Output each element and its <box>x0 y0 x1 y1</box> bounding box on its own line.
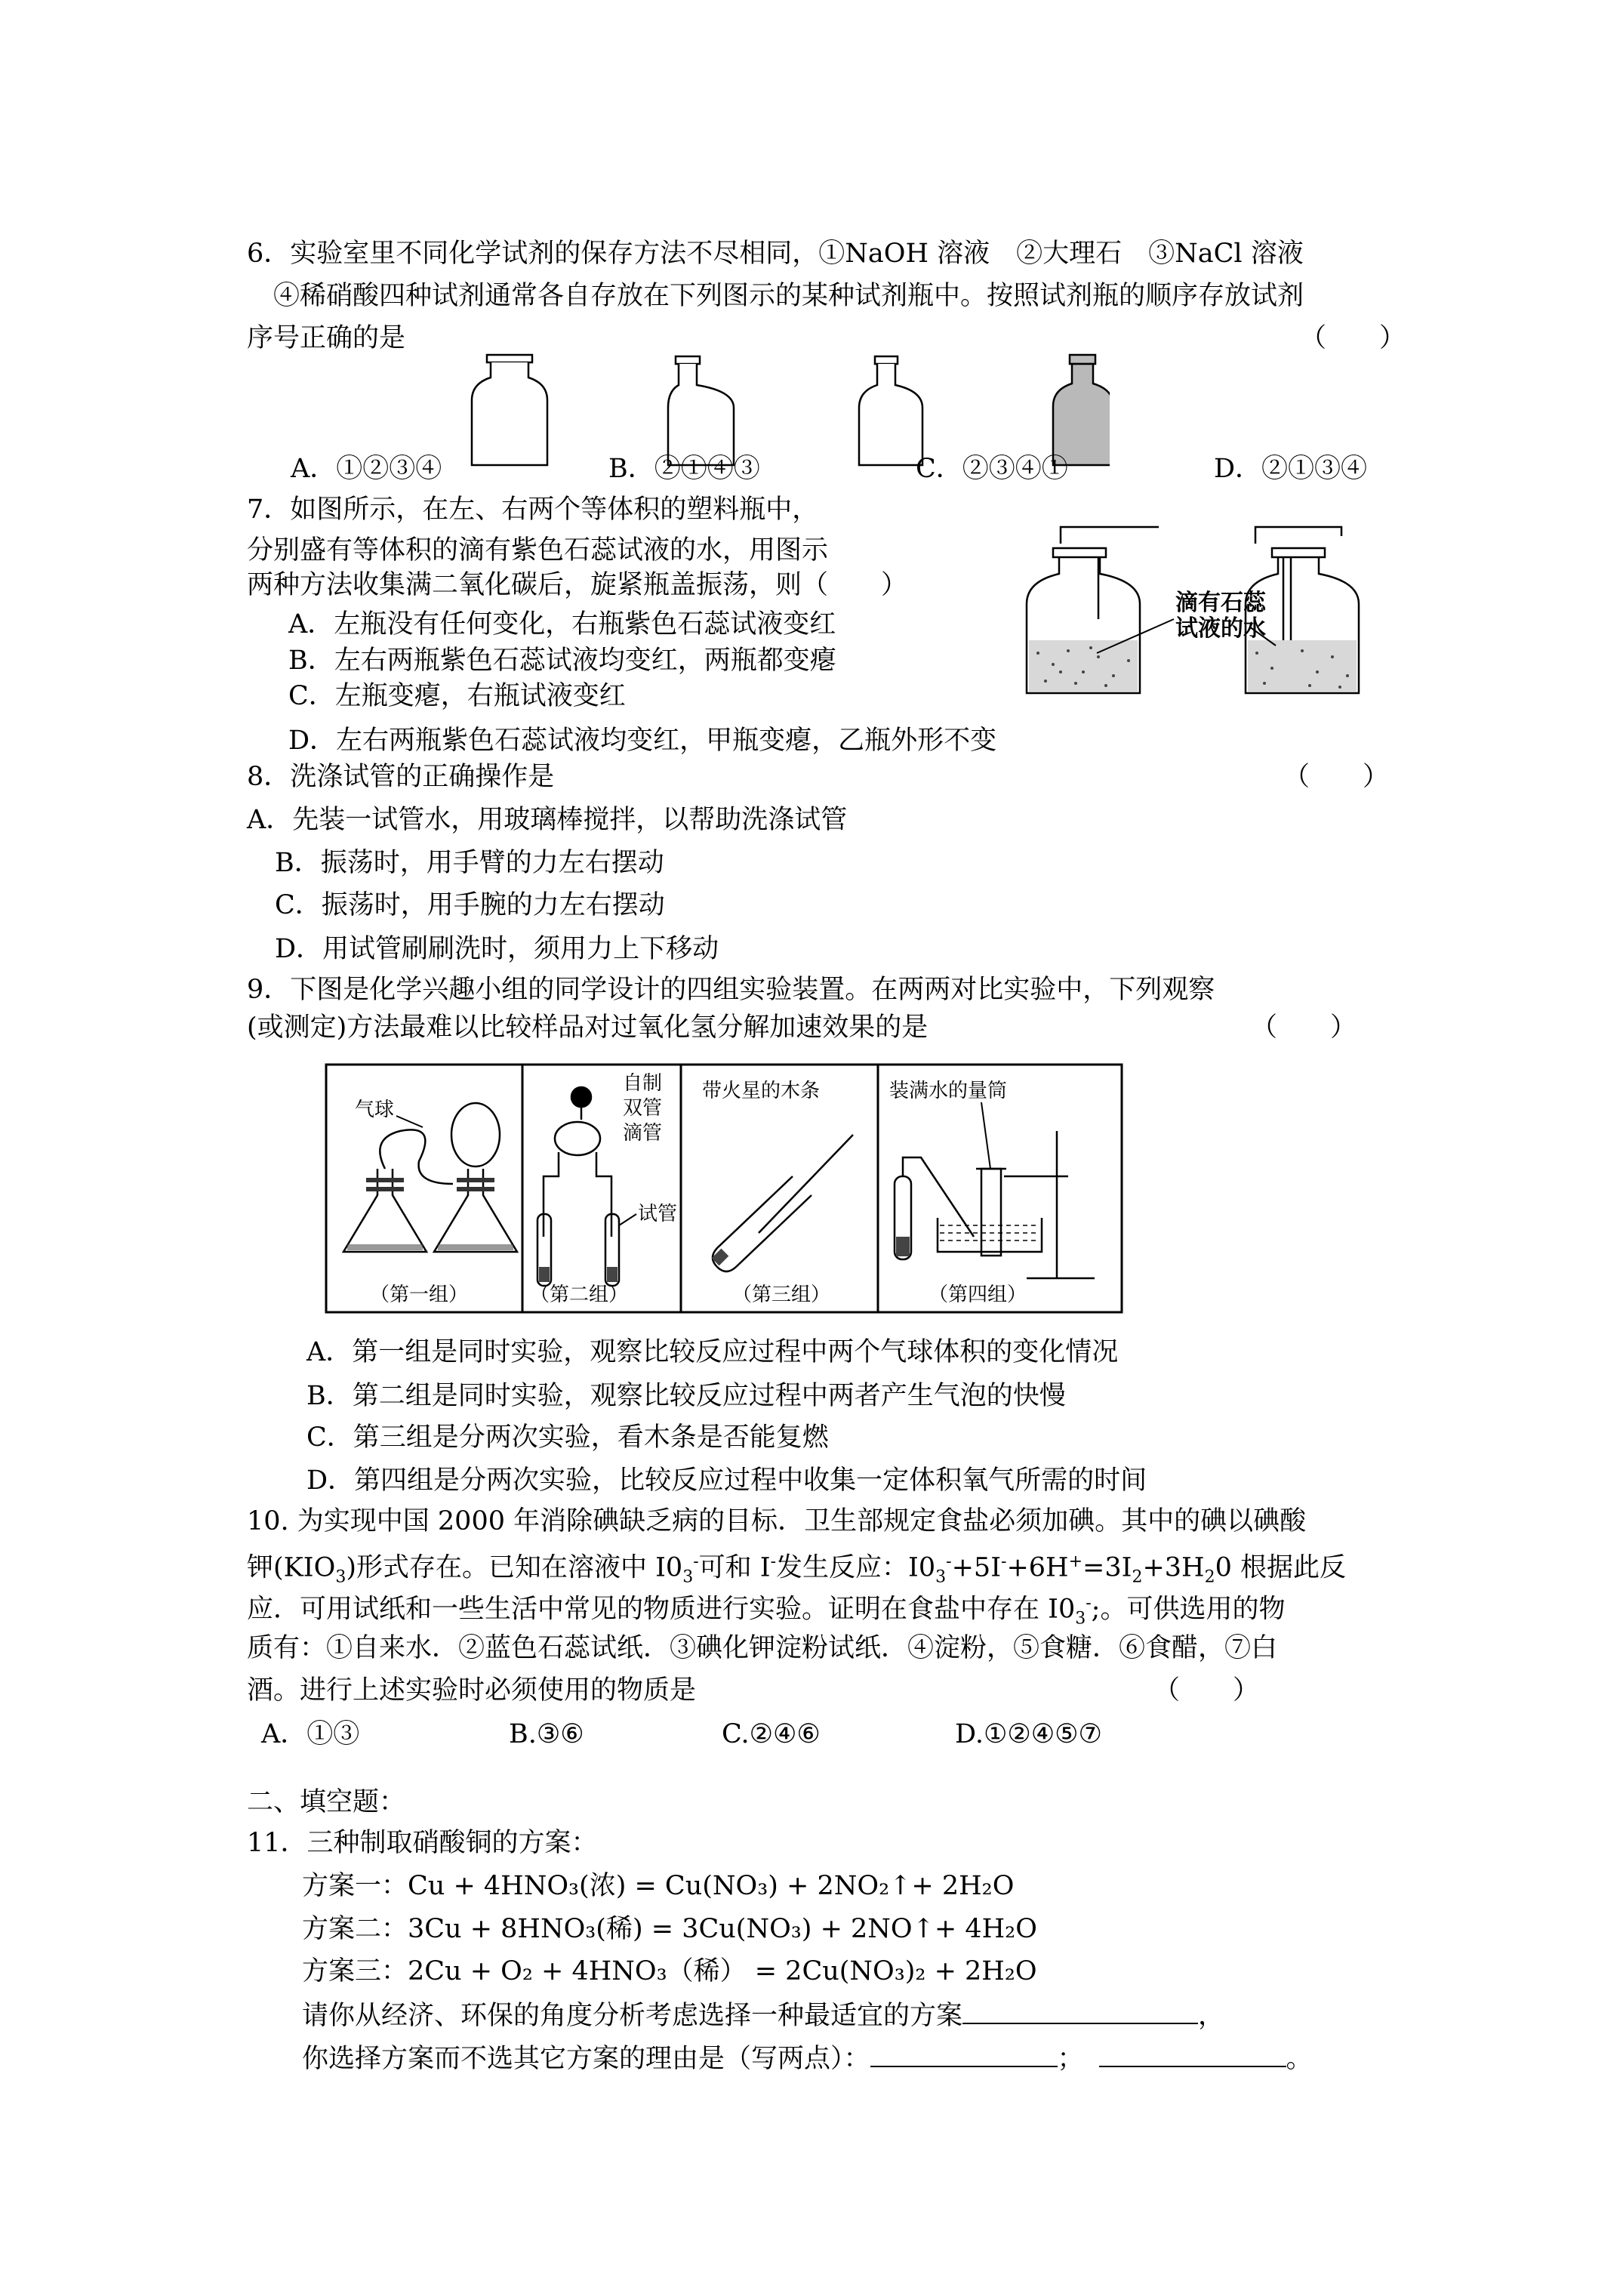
q6-line-2: ④稀硝酸四种试剂通常各自存放在下列图示的某种试剂瓶中。按照试剂瓶的顺序存放试剂 <box>247 281 1304 311</box>
q10-option-c: C.②④⑥ <box>722 1719 821 1749</box>
q11-ask-2-end: 。 <box>1286 2044 1313 2074</box>
q10-line-5: 酒。进行上述实验时必须使用的物质是 <box>247 1675 697 1706</box>
label-balloon: 气球 <box>355 1099 395 1121</box>
answer-blank-1[interactable] <box>962 1997 1198 2024</box>
figure-label-line-1: 滴有石蕊 <box>1175 590 1266 616</box>
q10-l3-b: ;。可供选用的物 <box>1091 1594 1286 1625</box>
group-1-label: （第一组） <box>370 1284 469 1306</box>
q10-l3-sub: 3 <box>1075 1609 1086 1629</box>
q7-line-3: 两种方法收集满二氧化碳后，旋紧瓶盖振荡，则（ ） <box>247 570 908 600</box>
wide-mouth-bottle-icon <box>472 355 547 465</box>
q10-l2-sup3: - <box>770 1552 777 1571</box>
q10-l3-sup: - <box>1086 1594 1092 1613</box>
q7-option-a: A．左瓶没有任何变化，右瓶紫色石蕊试液变红 <box>288 609 836 639</box>
q10-l2-sub2: 3 <box>682 1567 694 1587</box>
group-4-label: （第四组） <box>929 1284 1027 1306</box>
q10-l2-sub4: 3 <box>935 1567 947 1587</box>
four-group-apparatus-figure <box>325 1063 1125 1315</box>
q10-l2-sup2: - <box>693 1552 699 1571</box>
q10-answer-paren: （ ） <box>1153 1675 1260 1706</box>
narrow-mouth-bottle-icon-2 <box>859 356 922 465</box>
q10-l2-i: 0 根据此反 <box>1215 1552 1346 1583</box>
brown-bottle-icon <box>1053 355 1110 465</box>
q10-l2-sub8: 2 <box>1204 1567 1215 1587</box>
q10-option-a: A．①③ <box>261 1719 360 1749</box>
q10-l2-e: +5I <box>951 1552 1002 1583</box>
q6-option-d: D．②①③④ <box>1214 454 1368 484</box>
left-liquid <box>1029 640 1138 692</box>
q10-l3-a: 应．可用试纸和一些生活中常见的物质进行实验。证明在食盐中存在 I0 <box>247 1594 1076 1625</box>
q6-option-a: A．①②③④ <box>291 454 442 484</box>
narrow-mouth-bottle-icon <box>668 356 734 465</box>
section-heading: 二、填空题： <box>247 1787 406 1817</box>
q9-answer-paren: （ ） <box>1251 1012 1357 1043</box>
q7-line-1: 7．如图所示，在左、右两个等体积的塑料瓶中， <box>247 495 819 525</box>
answer-blank-3[interactable] <box>1099 2040 1286 2067</box>
figure-label-line-2: 试液的水 <box>1175 615 1266 642</box>
q10-l2-d: 发生反应：I0 <box>776 1552 936 1583</box>
q10-l2-h: +3H <box>1142 1552 1205 1583</box>
q10-option-b: B.③⑥ <box>509 1719 584 1749</box>
label-dropper: 滴管 <box>623 1122 663 1145</box>
q10-line-4: 质有：①自来水．②蓝色石蕊试纸．③碘化钾淀粉试纸．④淀粉，⑤食糖．⑥食醋，⑦白 <box>247 1633 1278 1663</box>
label-double: 双管 <box>623 1097 663 1120</box>
group-2-label: （第二组） <box>530 1284 629 1306</box>
q8-option-b: B．振荡时，用手臂的力左右摆动 <box>275 848 664 878</box>
label-glowing-splint: 带火星的木条 <box>702 1080 821 1102</box>
q10-l2-sup6: + <box>1068 1552 1083 1571</box>
q8-option-a: A．先装一试管水，用玻璃棒搅拌，以帮助洗涤试管 <box>247 805 848 835</box>
q11-plan-3: 方案三：2Cu + O₂ + 4HNO₃（稀） = 2Cu(NO₃)₂ + 2H₂O <box>302 1956 1037 1986</box>
q10-l2-sub: 3 <box>335 1567 346 1587</box>
co2-bottles-figure <box>1015 521 1400 710</box>
q11-ask-2-text: 你选择方案而不选其它方案的理由是（写两点）： <box>302 2044 870 2074</box>
q11-stem: 11．三种制取硝酸铜的方案： <box>247 1828 598 1858</box>
q9-option-c: C．第三组是分两次实验，看木条是否能复燃 <box>306 1422 829 1453</box>
q10-l2-sup5: - <box>1001 1552 1007 1571</box>
q9-option-b: B．第二组是同时实验，观察比较反应过程中两者产生气泡的快慢 <box>306 1381 1066 1411</box>
q10-l2-sup4: - <box>946 1552 952 1571</box>
q10-l2-sub7: 2 <box>1132 1567 1143 1587</box>
q9-line-2: (或测定)方法最难以比较样品对过氧化氢分解加速效果的是 <box>247 1012 929 1043</box>
q11-plan-1: 方案一：Cu + 4HNO₃(浓) = Cu(NO₃) + 2NO₂↑+ 2H₂O <box>302 1871 1015 1901</box>
q6-line-3: 序号正确的是 <box>247 323 406 353</box>
q6-option-b: B．②①④③ <box>608 454 760 484</box>
q6-option-c: C．②③④① <box>916 454 1068 484</box>
q9-option-a: A．第一组是同时实验，观察比较反应过程中两个气球体积的变化情况 <box>306 1337 1119 1367</box>
group-3-label: （第三组） <box>732 1284 831 1306</box>
label-water-cylinder: 装满水的量筒 <box>889 1080 1008 1102</box>
q7-option-d: D．左右两瓶紫色石蕊试液均变红，甲瓶变瘪，乙瓶外形不变 <box>288 726 997 756</box>
q11-plan-2: 方案二：3Cu + 8HNO₃(稀) = 3Cu(NO₃) + 2NO↑+ 4H₂O <box>302 1914 1037 1944</box>
q8-stem: 8．洗涤试管的正确操作是 <box>247 762 555 792</box>
q10-l2-b: )形式存在。已知在溶液中 I0 <box>346 1552 683 1583</box>
q7-option-c: C．左瓶变瘪，右瓶试液变红 <box>288 681 626 711</box>
q11-ask-2 <box>302 2040 1313 2076</box>
q6-answer-paren: （ ） <box>1300 323 1406 353</box>
q11-ask-1-text: 请你从经济、环保的角度分析考虑选择一种最适宜的方案 <box>302 2001 963 2031</box>
q8-option-c: C．振荡时，用手腕的力左右摆动 <box>275 890 665 920</box>
q7-option-b: B．左右两瓶紫色石蕊试液均变红，两瓶都变瘪 <box>288 646 836 676</box>
q10-line-1: 10. 为实现中国 2000 年消除碘缺乏病的目标．卫生部规定食盐必须加碘。其中的碘以碘酸 <box>247 1506 1307 1536</box>
q6-line-1: 6．实验室里不同化学试剂的保存方法不尽相同，①NaOH 溶液 ②大理石 ③NaCl 溶液 <box>247 239 1304 269</box>
q10-option-d: D.①②④⑤⑦ <box>955 1719 1102 1749</box>
q9-option-d: D．第四组是分两次实验，比较反应过程中收集一定体积氧气所需的时间 <box>306 1465 1147 1496</box>
q10-l2-f: +6H <box>1006 1552 1069 1583</box>
q11-ask-2-sep: ； <box>1057 2044 1084 2074</box>
q8-option-d: D．用试管刷刷洗时，须用力上下移动 <box>275 934 719 964</box>
label-test-tube: 试管 <box>638 1203 678 1225</box>
q10-l2-c: 可和 I <box>698 1552 771 1583</box>
q10-l2-g: =3I <box>1083 1552 1132 1583</box>
q10-line-3 <box>247 1586 1285 1637</box>
q8-answer-paren: （ ） <box>1283 762 1390 792</box>
q11-ask-1-end: ， <box>1198 2001 1225 2031</box>
q7-line-2: 分别盛有等体积的滴有紫色石蕊试液的水，用图示 <box>247 535 829 566</box>
q11-ask-1 <box>302 1997 1224 2033</box>
label-homemade: 自制 <box>623 1072 663 1095</box>
q9-line-1: 9．下图是化学兴趣小组的同学设计的四组实验装置。在两两对比实验中，下列观察 <box>247 975 1215 1005</box>
answer-blank-2[interactable] <box>870 2040 1058 2067</box>
q10-l2-a: 钾(KIO <box>247 1552 336 1583</box>
